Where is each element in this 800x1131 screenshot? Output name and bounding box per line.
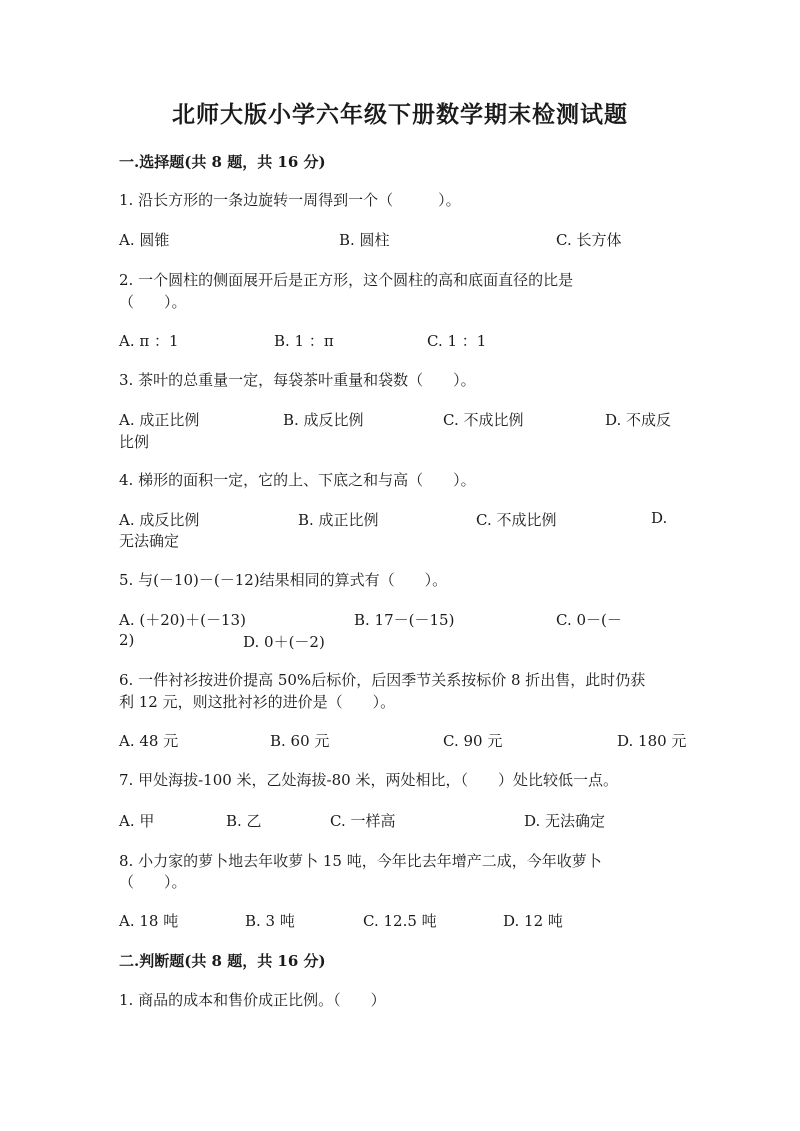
question-4-stem: 4. 梯形的面积一定，它的上、下底之和与高（ ）。	[119, 471, 476, 489]
question-5-option-c-wrap: 2)	[119, 631, 135, 649]
judgment-1-stem: 1. 商品的成本和售价成正比例。（ ）	[119, 991, 386, 1009]
question-4-option-a: A. 成反比例	[119, 511, 200, 529]
question-3-option-a: A. 成正比例	[119, 411, 200, 429]
question-7-stem: 7. 甲处海拔-100 米，乙处海拔-80 米，两处相比，（ ）处比较低一点。	[119, 771, 618, 789]
question-1-option-c: C. 长方体	[556, 231, 622, 249]
question-4-option-d-wrap: 无法确定	[119, 532, 180, 550]
question-3-option-d-wrap: 比例	[119, 433, 150, 451]
question-5-option-b: B. 17－(－15)	[354, 611, 455, 629]
question-4-option-c: C. 不成比例	[476, 511, 557, 529]
question-4-option-b: B. 成正比例	[298, 511, 379, 529]
question-6-option-a: A. 48 元	[119, 732, 179, 750]
question-8-option-b: B. 3 吨	[245, 912, 295, 930]
question-8-option-d: D. 12 吨	[503, 912, 563, 930]
question-6-stem: 6. 一件衬衫按进价提高 50%后标价，后因季节关系按标价 8 折出售，此时仍获	[119, 671, 646, 689]
question-3-stem: 3. 茶叶的总重量一定，每袋茶叶重量和袋数（ ）。	[119, 371, 476, 389]
question-2-option-c: C. 1 ：1	[427, 332, 487, 350]
question-2-option-a: A. π ：1	[119, 332, 179, 350]
question-5-option-d: D. 0＋(－2)	[243, 633, 325, 651]
question-6-option-d: D. 180 元	[617, 732, 687, 750]
question-8-stem: 8. 小力家的萝卜地去年收萝卜 15 吨，今年比去年增产二成，今年收萝卜	[119, 852, 602, 870]
question-5-stem: 5. 与(－10)－(－12)结果相同的算式有（ ）。	[119, 571, 448, 589]
question-2-stem-cont: （ ）。	[119, 293, 187, 311]
question-4-option-d: D.	[651, 509, 668, 527]
question-6-option-b: B. 60 元	[270, 732, 330, 750]
question-8-option-a: A. 18 吨	[119, 912, 179, 930]
question-8-stem-cont: （ ）。	[119, 873, 187, 891]
question-7-option-d: D. 无法确定	[524, 812, 606, 830]
question-5-option-c: C. 0－(－	[556, 611, 622, 629]
question-6-option-c: C. 90 元	[443, 732, 503, 750]
question-3-option-c: C. 不成比例	[443, 411, 524, 429]
question-6-stem-cont: 利 12 元，则这批衬衫的进价是（ ）。	[119, 693, 396, 711]
section-heading-choice: 一.选择题(共 8 题，共 16 分)	[119, 153, 326, 171]
question-1-stem: 1. 沿长方形的一条边旋转一周得到一个（ ）。	[119, 191, 461, 209]
question-7-option-c: C. 一样高	[330, 812, 396, 830]
question-3-option-d: D. 不成反	[605, 411, 672, 429]
page-title: 北师大版小学六年级下册数学期末检测试题	[172, 101, 628, 128]
question-7-option-b: B. 乙	[226, 812, 262, 830]
question-1-option-a: A. 圆锥	[119, 231, 170, 249]
question-3-option-b: B. 成反比例	[283, 411, 364, 429]
section-heading-judgment: 二.判断题(共 8 题，共 16 分)	[119, 952, 326, 970]
question-2-option-b: B. 1 ：π	[274, 332, 334, 350]
question-8-option-c: C. 12.5 吨	[363, 912, 437, 930]
question-7-option-a: A. 甲	[119, 812, 155, 830]
question-5-option-a: A. (＋20)＋(－13)	[119, 611, 246, 629]
question-1-option-b: B. 圆柱	[339, 231, 390, 249]
question-2-stem: 2. 一个圆柱的侧面展开后是正方形，这个圆柱的高和底面直径的比是	[119, 271, 574, 289]
